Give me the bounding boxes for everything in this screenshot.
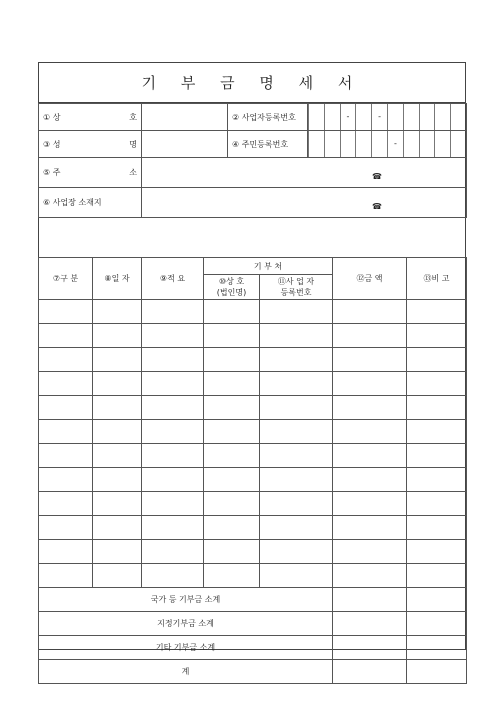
table-cell[interactable] [93,540,142,564]
summary-row [39,636,467,660]
summary-rows [39,588,467,684]
table-cell[interactable] [333,492,407,516]
table-cell[interactable] [93,396,142,420]
table-cell[interactable] [142,324,204,348]
table-row [39,396,467,420]
table-cell[interactable] [93,564,142,588]
table-cell[interactable] [39,396,93,420]
table-cell[interactable] [407,324,467,348]
table-cell[interactable] [407,516,467,540]
table-cell[interactable] [39,444,93,468]
table-cell[interactable] [260,372,333,396]
table-cell[interactable] [204,420,260,444]
summary-label: 계 [39,660,333,684]
table-cell[interactable] [39,492,93,516]
table-cell[interactable] [333,444,407,468]
table-cell[interactable] [204,348,260,372]
table-cell[interactable] [142,396,204,420]
table-cell[interactable] [39,300,93,324]
resident-no-label: ④ 주민등록번호 [228,131,308,158]
biz-address-value[interactable] [142,188,467,218]
table-cell[interactable] [39,324,93,348]
table-row [39,492,467,516]
table-row [39,444,467,468]
resident-no-boxes[interactable]: - [308,131,467,158]
table-row [39,300,467,324]
summary-label: 국가 등 기부금 소계 [39,588,333,612]
table-cell[interactable] [333,372,407,396]
table-cell[interactable] [407,396,467,420]
table-cell[interactable] [204,300,260,324]
table-cell[interactable] [204,540,260,564]
table-row [39,420,467,444]
header-donee-name: ⑩상 호 (법인명) [204,275,260,300]
donation-details-table [38,257,467,684]
table-cell[interactable] [142,300,204,324]
header-date: ⑧일 자 [93,258,142,300]
trade-name-label: ① 상 호 [39,104,142,131]
table-cell[interactable] [333,324,407,348]
table-cell[interactable] [39,564,93,588]
biz-reg-no-label: ② 사업자등록번호 [228,104,308,131]
table-cell[interactable] [407,348,467,372]
table-cell[interactable] [333,468,407,492]
table-cell[interactable] [39,516,93,540]
header-category: ⑦구 분 [39,258,93,300]
applicant-info-table [38,103,467,218]
detail-rows [39,300,467,588]
summary-remarks[interactable] [407,612,467,636]
trade-name-value[interactable] [142,104,228,131]
table-cell[interactable] [39,372,93,396]
summary-label: 기타 기부금 소계 [39,636,333,660]
header-description: ⑨적 요 [142,258,204,300]
summary-remarks[interactable] [407,660,467,684]
table-cell[interactable] [407,564,467,588]
biz-address-label: ⑥ 사업장 소재지 [39,188,142,218]
summary-amount[interactable] [333,636,407,660]
table-row [39,564,467,588]
table-cell[interactable] [142,468,204,492]
header-remarks: ⑬비 고 [407,258,467,300]
table-cell[interactable] [39,468,93,492]
header-amount: ⑫금 액 [333,258,407,300]
table-cell[interactable] [142,492,204,516]
summary-amount[interactable] [333,588,407,612]
table-cell[interactable] [260,540,333,564]
table-cell[interactable] [407,300,467,324]
table-cell[interactable] [93,492,142,516]
table-cell[interactable] [142,540,204,564]
table-cell[interactable] [260,348,333,372]
table-cell[interactable] [260,444,333,468]
table-cell[interactable] [93,300,142,324]
donation-statement-form [38,62,466,676]
summary-row [39,588,467,612]
name-label: ③ 성 명 [39,131,142,158]
table-cell[interactable] [407,444,467,468]
table-cell[interactable] [260,516,333,540]
table-cell[interactable] [260,492,333,516]
table-cell[interactable] [407,468,467,492]
summary-label: 지정기부금 소계 [39,612,333,636]
table-cell[interactable] [204,516,260,540]
summary-amount[interactable] [333,612,407,636]
table-cell[interactable] [407,372,467,396]
form-title: 기 부 금 명 세 서 [39,63,465,103]
table-cell[interactable] [142,516,204,540]
summary-amount[interactable] [333,660,407,684]
table-cell[interactable] [407,540,467,564]
table-cell[interactable] [260,420,333,444]
table-cell[interactable] [39,420,93,444]
table-cell[interactable] [407,492,467,516]
table-cell[interactable] [333,396,407,420]
table-cell[interactable] [142,372,204,396]
table-cell[interactable] [93,420,142,444]
summary-remarks[interactable] [407,636,467,660]
header-donee-regno: ⑪사 업 자 등록번호 [260,275,333,300]
table-cell[interactable] [204,396,260,420]
table-cell[interactable] [204,564,260,588]
address-label: ⑤ 주 소 [39,158,142,188]
name-value[interactable] [142,131,228,158]
table-cell[interactable] [260,564,333,588]
phone-icon: ☎ [372,172,382,181]
summary-row [39,612,467,636]
summary-remarks[interactable] [407,588,467,612]
table-row [39,516,467,540]
table-cell[interactable] [142,348,204,372]
table-cell[interactable] [93,468,142,492]
table-cell[interactable] [260,396,333,420]
address-value[interactable] [142,158,467,188]
table-row [39,468,467,492]
table-cell[interactable] [260,300,333,324]
table-cell[interactable] [204,444,260,468]
table-row [39,372,467,396]
table-cell[interactable] [93,372,142,396]
table-row [39,540,467,564]
summary-row [39,660,467,684]
table-cell[interactable] [204,324,260,348]
table-cell[interactable] [93,516,142,540]
table-cell[interactable] [204,372,260,396]
table-cell[interactable] [260,468,333,492]
table-cell[interactable] [260,324,333,348]
table-cell[interactable] [39,348,93,372]
table-cell[interactable] [204,492,260,516]
table-cell[interactable] [333,300,407,324]
table-cell[interactable] [407,420,467,444]
table-cell[interactable] [142,564,204,588]
phone-icon: ☎ [372,202,382,211]
table-cell[interactable] [93,348,142,372]
table-cell[interactable] [142,444,204,468]
biz-reg-no-boxes[interactable]: - - [308,104,467,131]
header-donee-group: 기 부 처 [204,258,333,275]
table-cell[interactable] [333,564,407,588]
table-cell[interactable] [333,516,407,540]
table-cell[interactable] [93,324,142,348]
table-cell[interactable] [333,348,407,372]
table-cell[interactable] [39,540,93,564]
table-cell[interactable] [204,468,260,492]
table-cell[interactable] [333,540,407,564]
table-cell[interactable] [333,420,407,444]
table-cell[interactable] [93,444,142,468]
table-row [39,324,467,348]
table-row [39,348,467,372]
table-cell[interactable] [142,420,204,444]
